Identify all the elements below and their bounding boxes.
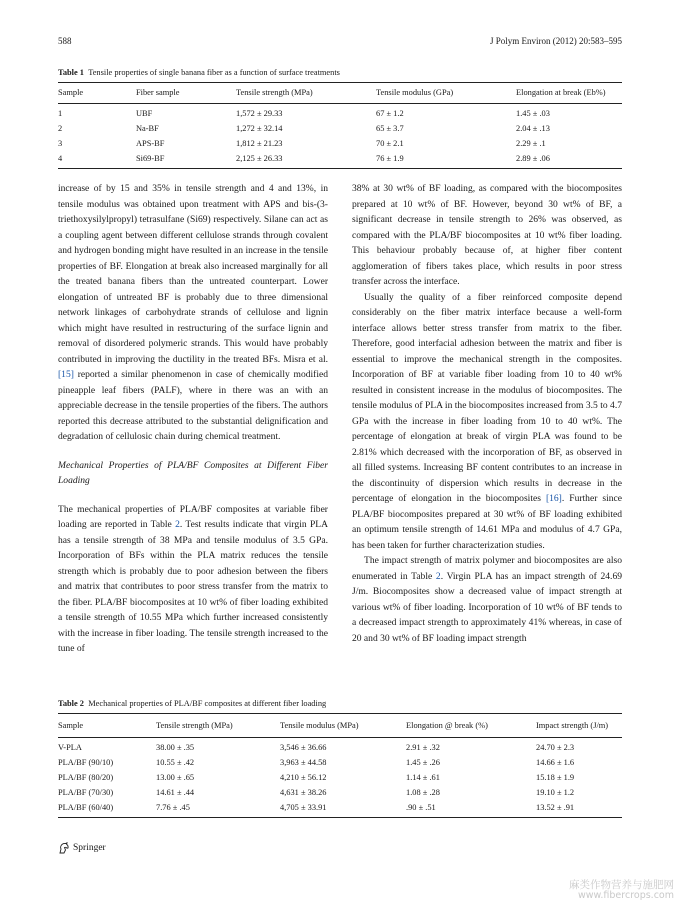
citation-link[interactable]: [16] — [545, 493, 562, 504]
table2-header-rule — [58, 737, 622, 738]
publisher-footer — [58, 842, 106, 854]
table-cell: 1,272 ± 32.14 — [236, 124, 283, 133]
table-cell: 4,631 ± 38.26 — [280, 788, 327, 797]
publisher-name: Springer — [73, 843, 106, 853]
site-watermark-title: 麻类作物营养与施肥网 — [569, 879, 674, 891]
citation-link[interactable]: [15] — [58, 369, 74, 380]
text-run: The impact strength of matrix polymer and biocomposites are also enumerated in Table — [352, 555, 622, 582]
table-cell: PLA/BF (60/40) — [58, 803, 114, 812]
table-row — [58, 121, 622, 136]
table-cell: 13.00 ± .65 — [156, 773, 195, 782]
text-run: . Further since PLA/BF biocomposites prepared at 30 wt% of BF loading exhibited an optimum tensile strength of 14.61 MPa and modulus of 4.7 GPa, has been taken for further characterization studies. — [352, 493, 623, 551]
table1-body — [58, 106, 622, 166]
table-reference-link[interactable]: 2 — [435, 570, 441, 582]
table-cell: 2.89 ± .06 — [516, 154, 550, 163]
left-paragraph-2 — [58, 502, 328, 657]
page-number: 588 — [58, 36, 72, 46]
table2-label: Table 2 — [58, 699, 84, 708]
table-cell: UBF — [136, 109, 153, 118]
journal-reference: J Polym Environ (2012) 20:583–595 — [490, 36, 622, 46]
text-run: The mechanical properties of PLA/BF composites at variable fiber loading are reported in Table — [58, 503, 328, 530]
table-cell: 3,546 ± 36.66 — [280, 743, 327, 752]
table-cell: 15.18 ± 1.9 — [536, 773, 575, 782]
table-cell: APS-BF — [136, 139, 165, 148]
table-cell: 1,572 ± 29.33 — [236, 109, 283, 118]
table2-top-rule — [58, 713, 622, 714]
table-cell: 13.52 ± .91 — [536, 803, 575, 812]
table-cell: 2,125 ± 26.33 — [236, 154, 283, 163]
left-column — [58, 181, 328, 657]
right-paragraph-3 — [352, 553, 622, 646]
table2-header-row — [58, 716, 622, 734]
table-cell: 70 ± 2.1 — [376, 139, 404, 148]
table-cell: 1,812 ± 21.23 — [236, 139, 283, 148]
site-watermark-url: www.fibercrops.com — [577, 890, 674, 901]
table-cell: 1 — [58, 109, 63, 118]
text-run: Usually the quality of a fiber reinforced composite depend considerably on the fiber matrix interface because a well-form interface allows better stress transfer from matrix to the fiber. Therefore, good interfacial adhesion between the matrix and fiber is essential to improve the mechanical strength in the composites. Incorporation of BF at variable fiber loading from 10 to 40 wt% resulted in consistent increase in the modulus of biocomposites. The tensile modulus of PLA in the biocomposites increased from 3.5 to 4.7 GPa with the increase in fiber loading from 10 to 40 wt%. The percentage of elongation at break of virgin PLA was found to be 2.81% which decreased with the incorporation of BF, as observed in all filled systems. Increasing BF content contributes to an increase in the discontinuity of dispersion which results in decrease in the percentage of elongation in the biocomposites — [352, 291, 622, 504]
table2-bottom-rule — [58, 817, 622, 818]
table2-body — [58, 740, 622, 815]
table1-header-row — [58, 84, 622, 101]
springer-horse-icon — [58, 842, 70, 854]
table1-col-header: Tensile strength (MPa) — [236, 88, 313, 97]
table1-label: Table 1 — [58, 68, 84, 77]
right-paragraph-2 — [352, 290, 622, 554]
text-run: . Test results indicate that virgin PLA has a tensile strength of 38 MPa and tensile modulus of 3.5 GPa. Incorporation of BFs within the PLA matrix reduces the tensile strength which is probably due to poor adhesion between the fibers and matrix that contributes to poor stress transfer from the matrix to the fiber. PLA/BF biocomposites at 10 wt% of fiber loading exhibited a tensile strength of 10.55 MPa which further increased consistently with the increase in fiber loading. The tensile strength increased to the tune of — [58, 519, 328, 654]
table1-col-header: Tensile modulus (GPa) — [376, 88, 454, 97]
table-cell: 1.08 ± .28 — [406, 788, 440, 797]
table-cell: 1.45 ± .03 — [516, 109, 550, 118]
table-cell: 38.00 ± .35 — [156, 743, 195, 752]
table-cell: .90 ± .51 — [406, 803, 436, 812]
table-cell: 76 ± 1.9 — [376, 154, 404, 163]
text-run: increase of by 15 and 35% in tensile strength and 4 and 13%, in tensile modulus was obtained upon treatment with APS and bis-(3-triethoxysilylpropyl) tetrasulfane (Si69) respectively. Silane can act as a coupling agent between different cellulose strands through covalent and hydrogen bonding might have resulted in an increase in the tensile properties of BF. Elongation at break also increased marginally for all the treated banana fibers than the untreated counterpart. Lower elongation of untreated BF is probably due to three dimensional network linkages of carbohydrate strands of cellulose and lignin which might have resulted in restructuring of the surface lignin and removal of disordered polymeric strands. This would have probably contributed in improving the ductility in the treated BFs. Misra et al. — [58, 183, 328, 365]
table-cell: 24.70 ± 2.3 — [536, 743, 575, 752]
table1-caption-text: Tensile properties of single banana fiber as a function of surface treatments — [88, 68, 340, 77]
table-cell: 2 — [58, 124, 63, 133]
table2-col-header: Tensile modulus (MPa) — [280, 720, 359, 730]
table-cell: 3,963 ± 44.58 — [280, 758, 327, 767]
table-row — [58, 770, 622, 785]
table1-col-header: Elongation at break (Eb%) — [516, 88, 606, 97]
table2-caption-text: Mechanical properties of PLA/BF composites at different fiber loading — [88, 699, 327, 708]
table-cell: 19.10 ± 1.2 — [536, 788, 575, 797]
table-cell: V-PLA — [58, 743, 82, 752]
table-cell: 65 ± 3.7 — [376, 124, 404, 133]
table-cell: 10.55 ± .42 — [156, 758, 195, 767]
table-row — [58, 740, 622, 755]
table-cell: 7.76 ± .45 — [156, 803, 190, 812]
table-cell: 1.45 ± .26 — [406, 758, 440, 767]
table1-header-rule — [58, 103, 622, 104]
table-row — [58, 106, 622, 121]
table-cell: 3 — [58, 139, 63, 148]
table2-col-header: Impact strength (J/m) — [536, 720, 609, 730]
table2-col-header: Elongation @ break (%) — [406, 720, 488, 730]
table-cell: Na-BF — [136, 124, 159, 133]
table-cell: Si69-BF — [136, 154, 165, 163]
table-cell: 14.66 ± 1.6 — [536, 758, 575, 767]
text-run: . Virgin PLA has an impact strength of 24.69 J/m. Biocomposites show a decreased value of impact strength at various wt% of fiber loading. Incorporation of 10 wt% of BF tends to a decreased impact strength to approximately 41% whereas, in case of 20 and 30 wt% of BF loading impact strength — [352, 570, 622, 644]
table-cell: PLA/BF (70/30) — [58, 788, 114, 797]
table1-col-header: Fiber sample — [136, 88, 180, 97]
table-cell: 4,210 ± 56.12 — [280, 773, 327, 782]
table2-caption — [58, 699, 326, 708]
table-row — [58, 136, 622, 151]
left-paragraph-1 — [58, 181, 328, 445]
table-row — [58, 151, 622, 166]
right-paragraph-1: 38% at 30 wt% of BF loading, as compared with the biocomposites prepared at 10 wt% of BF. However, beyond 30 wt% of BF, a significant decrease in tensile strength to 26% was observed, as compared with the PLA/BF biocomposites at 10 wt% fiber loading. This behaviour probably because of, at higher fiber content agglomeration of fibers takes place, which results in poor stress transfer across the interface. — [352, 183, 622, 287]
table-cell: 14.61 ± .44 — [156, 788, 195, 797]
right-column — [352, 181, 622, 646]
table1-top-rule — [58, 82, 622, 83]
table-cell: 2.91 ± .32 — [406, 743, 440, 752]
table2-col-header: Sample — [58, 720, 84, 730]
table-row — [58, 800, 622, 815]
table-cell: 2.04 ± .13 — [516, 124, 550, 133]
table-cell: 4 — [58, 154, 63, 163]
text-run: reported a similar phenomenon in case of chemically modified pineapple leaf fibers (PALF), where in there was an with an appreciable decrease in the tensile properties of the fibers. The authors reported this decrease attributed to the substantial delignification and degradation of cellulosic chain during chemical treatment. — [58, 369, 328, 442]
table1-col-header: Sample — [58, 88, 84, 97]
section-heading: Mechanical Properties of PLA/BF Composites at Different Fiber Loading — [58, 459, 328, 486]
table1-bottom-rule — [58, 168, 622, 169]
table-cell: PLA/BF (90/10) — [58, 758, 114, 767]
table-cell: PLA/BF (80/20) — [58, 773, 114, 782]
table1-caption — [58, 68, 340, 77]
table-cell: 67 ± 1.2 — [376, 109, 404, 118]
table2-col-header: Tensile strength (MPa) — [156, 720, 233, 730]
table-reference-link[interactable]: 2 — [175, 519, 180, 530]
table-cell: 2.29 ± .1 — [516, 139, 546, 148]
table-cell: 1.14 ± .61 — [406, 773, 440, 782]
table-row — [58, 785, 622, 800]
table-row — [58, 755, 622, 770]
table-cell: 4,705 ± 33.91 — [280, 803, 327, 812]
table2 — [58, 716, 622, 734]
table1 — [58, 84, 622, 101]
